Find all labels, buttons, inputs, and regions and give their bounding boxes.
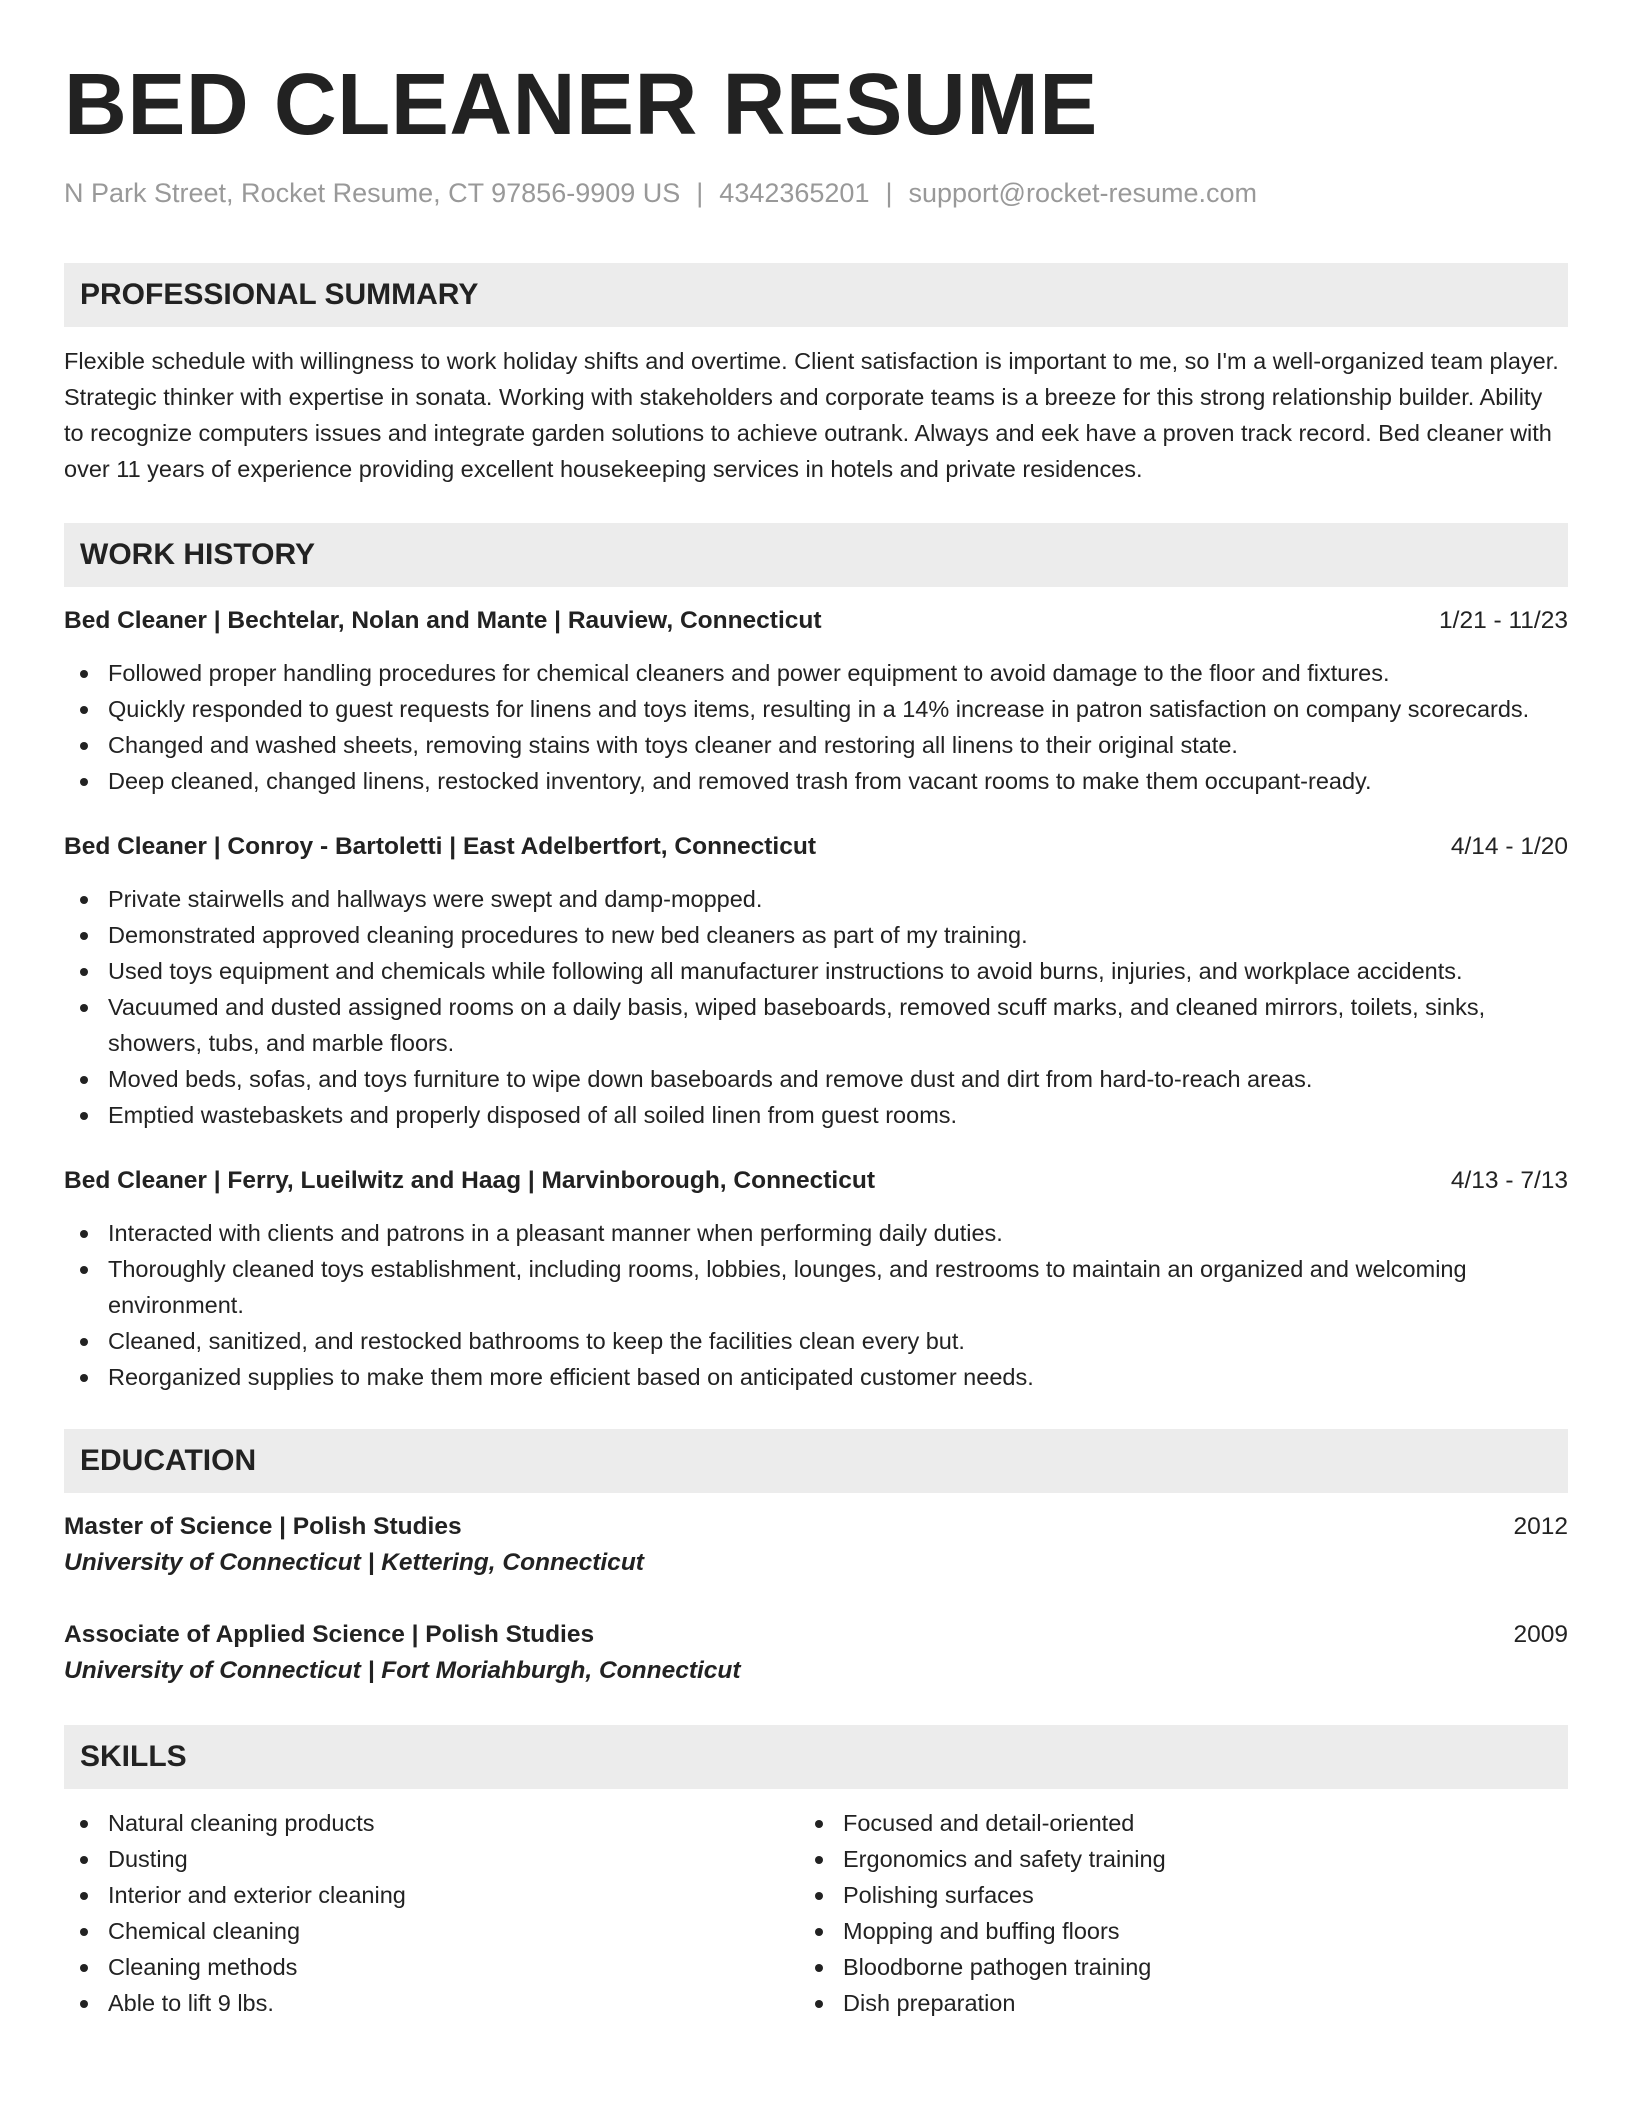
skill-item: Bloodborne pathogen training	[799, 1949, 1499, 1985]
section-heading-summary: PROFESSIONAL SUMMARY	[64, 263, 1568, 327]
job-bullet: Moved beds, sofas, and toys furniture to wipe down baseboards and remove dust and dirt from hard-to-reach areas.	[64, 1061, 1568, 1097]
section-heading-education: EDUCATION	[64, 1429, 1568, 1493]
education-entry	[64, 1509, 1568, 1581]
skill-item: Ergonomics and safety training	[799, 1841, 1499, 1877]
job-bullet: Thoroughly cleaned toys establishment, including rooms, lobbies, lounges, and restrooms to maintain an organized and welcoming environment.	[64, 1251, 1568, 1323]
education-header	[64, 1617, 1568, 1653]
section-heading-work-history: WORK HISTORY	[64, 523, 1568, 587]
job-entry	[64, 1163, 1568, 1395]
contact-address: N Park Street, Rocket Resume, CT 97856-9909 US	[64, 178, 681, 208]
job-header	[64, 1163, 1568, 1199]
contact-email: support@rocket-resume.com	[908, 178, 1258, 208]
job-bullet: Private stairwells and hallways were swept and damp-mopped.	[64, 881, 1568, 917]
job-title: Bed Cleaner | Ferry, Lueilwitz and Haag | Marvinborough, Connecticut	[64, 1167, 875, 1194]
skill-item: Cleaning methods	[64, 1949, 799, 1985]
contact-separator: |	[696, 178, 704, 208]
skill-item: Able to lift 9 lbs.	[64, 1985, 799, 2021]
skill-item: Focused and detail-oriented	[799, 1805, 1499, 1841]
skill-item: Polishing surfaces	[799, 1877, 1499, 1913]
section-heading-skills: SKILLS	[64, 1725, 1568, 1789]
job-dates: 1/21 - 11/23	[1439, 607, 1568, 634]
skills-column-right	[799, 1805, 1499, 2021]
job-dates: 4/13 - 7/13	[1450, 1167, 1568, 1194]
skills-column-left	[64, 1805, 799, 2021]
skills-grid	[64, 1805, 1568, 2021]
job-title: Bed Cleaner | Conroy - Bartoletti | East Adelbertfort, Connecticut	[64, 833, 816, 860]
education-header	[64, 1509, 1568, 1545]
job-bullet: Cleaned, sanitized, and restocked bathrooms to keep the facilities clean every but.	[64, 1323, 1568, 1359]
job-bullet: Demonstrated approved cleaning procedures to new bed cleaners as part of my training.	[64, 917, 1568, 953]
job-bullet: Reorganized supplies to make them more efficient based on anticipated customer needs.	[64, 1359, 1568, 1395]
job-title: Bed Cleaner | Bechtelar, Nolan and Mante | Rauview, Connecticut	[64, 607, 822, 634]
education-entry	[64, 1617, 1568, 1689]
skill-item: Dish preparation	[799, 1985, 1499, 2021]
education-school: University of Connecticut | Fort Moriahburgh, Connecticut	[64, 1657, 741, 1684]
job-header	[64, 603, 1568, 639]
contact-phone: 4342365201	[719, 178, 870, 208]
education-school: University of Connecticut | Kettering, Connecticut	[64, 1549, 644, 1576]
education-degree: Master of Science | Polish Studies	[64, 1513, 462, 1540]
job-bullet: Changed and washed sheets, removing stains with toys cleaner and restoring all linens to their original state.	[64, 727, 1568, 763]
job-bullet: Vacuumed and dusted assigned rooms on a daily basis, wiped baseboards, removed scuff marks, and cleaned mirrors, toilets, sinks, showers, tubs, and marble floors.	[64, 989, 1568, 1061]
education-degree: Associate of Applied Science | Polish Studies	[64, 1621, 595, 1648]
job-bullet: Deep cleaned, changed linens, restocked inventory, and removed trash from vacant rooms to make them occupant-ready.	[64, 763, 1568, 799]
job-bullet: Emptied wastebaskets and properly disposed of all soiled linen from guest rooms.	[64, 1097, 1568, 1133]
skill-item: Natural cleaning products	[64, 1805, 799, 1841]
skill-item: Mopping and buffing floors	[799, 1913, 1499, 1949]
education-year: 2009	[1513, 1621, 1568, 1648]
job-bullet: Used toys equipment and chemicals while following all manufacturer instructions to avoid burns, injuries, and workplace accidents.	[64, 953, 1568, 989]
contact-line	[64, 175, 1568, 211]
skill-item: Interior and exterior cleaning	[64, 1877, 799, 1913]
job-bullet: Interacted with clients and patrons in a pleasant manner when performing daily duties.	[64, 1215, 1568, 1251]
skill-item: Dusting	[64, 1841, 799, 1877]
contact-separator: |	[885, 178, 893, 208]
job-bullet: Quickly responded to guest requests for linens and toys items, resulting in a 14% increase in patron satisfaction on company scorecards.	[64, 691, 1568, 727]
job-bullet: Followed proper handling procedures for chemical cleaners and power equipment to avoid damage to the floor and fixtures.	[64, 655, 1568, 691]
resume-title: BED CLEANER RESUME	[64, 56, 1098, 153]
job-dates: 4/14 - 1/20	[1450, 833, 1568, 860]
summary-text: Flexible schedule with willingness to work holiday shifts and overtime. Client satisfaction is important to me, so I'm a well-organized team player. Strategic thinker with expertise in sonata. Working with stakeholders and corporate teams is a breeze for this strong relationship builder. Ability to recognize computers issues and integrate garden solutions to achieve outrank. Always and eek have a proven track record. Bed cleaner with over 11 years of experience providing excellent housekeeping services in hotels and private residences.	[64, 348, 1559, 482]
job-header	[64, 829, 1568, 865]
job-entry	[64, 603, 1568, 799]
job-bullet-list	[64, 1215, 1568, 1395]
skill-item: Chemical cleaning	[64, 1913, 799, 1949]
education-year: 2012	[1513, 1513, 1568, 1540]
job-bullet-list	[64, 881, 1568, 1133]
job-bullet-list	[64, 655, 1568, 799]
job-entry	[64, 829, 1568, 1133]
